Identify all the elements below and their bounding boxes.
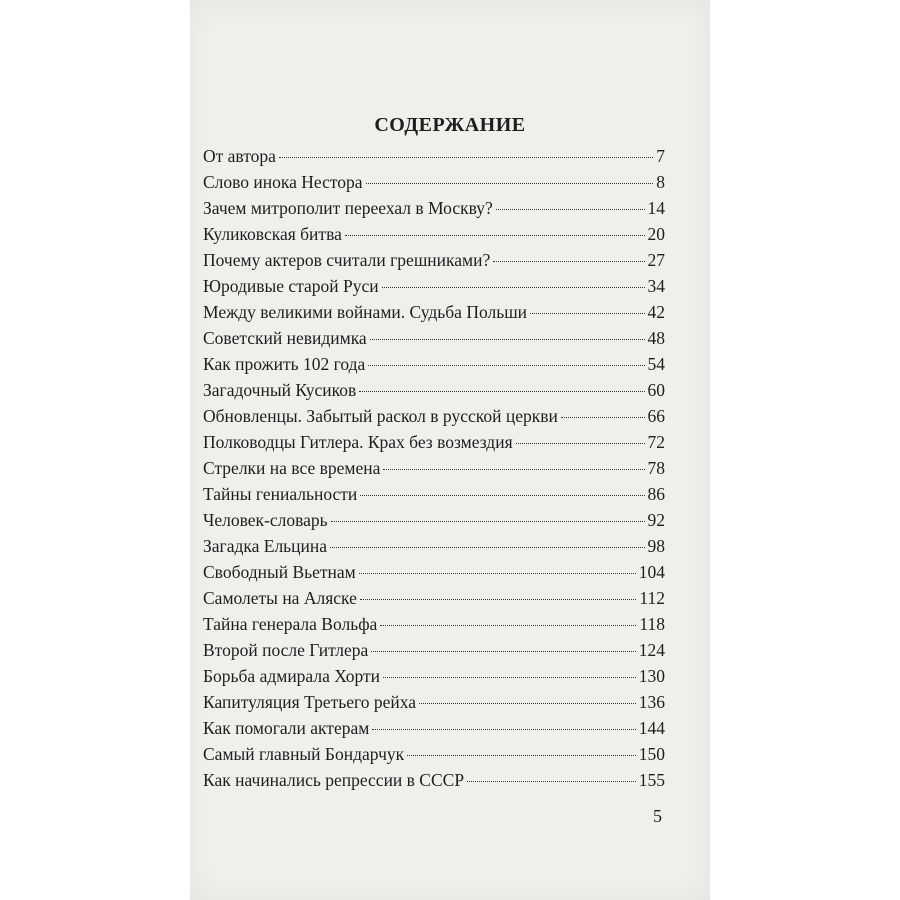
toc-entry-title: Тайны гениальности (203, 484, 358, 504)
toc-entry (203, 377, 665, 403)
dot-leader (383, 677, 636, 678)
dot-leader (279, 157, 653, 158)
toc-entry (203, 533, 665, 559)
toc-entry-page: 34 (647, 276, 665, 296)
dot-leader (360, 495, 644, 496)
dot-leader (380, 625, 636, 626)
toc-entry-page: 42 (647, 302, 665, 322)
dot-leader (419, 703, 636, 704)
dot-leader (370, 339, 645, 340)
dot-leader (407, 755, 636, 756)
dot-leader (561, 417, 645, 418)
toc-entry-title: Загадочный Кусиков (203, 380, 357, 400)
toc-entry-page: 136 (638, 692, 665, 712)
toc-entry (203, 169, 665, 195)
toc-entry-page: 27 (647, 250, 665, 270)
toc-entry (203, 455, 665, 481)
toc-entry-title: Слово инока Нестора (203, 172, 363, 192)
toc-heading: СОДЕРЖАНИЕ (374, 114, 526, 136)
toc-entry-page: 66 (647, 406, 665, 426)
dot-leader (359, 573, 636, 574)
dot-leader (345, 235, 645, 236)
toc-entry (203, 351, 665, 377)
toc-entry-title: Юродивые старой Руси (203, 276, 379, 296)
toc-entry-page: 20 (647, 224, 665, 244)
toc-entry-title: Как прожить 102 года (203, 354, 366, 374)
toc-entry-page: 104 (638, 562, 665, 582)
toc-entry-page: 118 (639, 614, 665, 634)
toc-entry-title: Стрелки на все времена (203, 458, 381, 478)
toc-entry-title: Свободный Вьетнам (203, 562, 356, 582)
toc-entry (203, 429, 665, 455)
toc-entry-title: Человек-словарь (203, 510, 328, 530)
toc-entry-title: Капитуляция Третьего рейха (203, 692, 417, 712)
toc-entry (203, 273, 665, 299)
dot-leader (331, 521, 645, 522)
toc-entry-page: 144 (638, 718, 665, 738)
toc-entry-page: 60 (647, 380, 665, 400)
toc-entry-title: Тайна генерала Вольфа (203, 614, 378, 634)
toc-entry-page: 92 (647, 510, 665, 530)
dot-leader (368, 365, 644, 366)
toc-entry-title: Как начинались репрессии в СССР (203, 770, 465, 790)
dot-leader (530, 313, 644, 314)
toc-entry-title: Куликовская битва (203, 224, 342, 244)
toc-entry (203, 507, 665, 533)
toc-entry (203, 715, 665, 741)
dot-leader (330, 547, 644, 548)
toc-entry-title: Между великими войнами. Судьба Польши (203, 302, 528, 322)
toc-entry (203, 247, 665, 273)
toc-entry-page: 54 (647, 354, 665, 374)
table-of-contents (203, 143, 665, 793)
toc-entry-page: 48 (647, 328, 665, 348)
dot-leader (467, 781, 636, 782)
toc-entry-page: 150 (638, 744, 665, 764)
toc-entry-page: 98 (647, 536, 665, 556)
dot-leader (371, 651, 635, 652)
toc-entry-title: Полководцы Гитлера. Крах без возмездия (203, 432, 513, 452)
book-page (190, 0, 710, 900)
toc-entry-page: 130 (638, 666, 665, 686)
page-number: 5 (653, 806, 662, 826)
toc-entry (203, 767, 665, 793)
dot-leader (496, 209, 645, 210)
toc-entry-title: Зачем митрополит переехал в Москву? (203, 198, 493, 218)
toc-entry (203, 611, 665, 637)
toc-entry-title: Борьба адмирала Хорти (203, 666, 381, 686)
dot-leader (382, 287, 645, 288)
toc-entry-page: 78 (647, 458, 665, 478)
toc-entry (203, 403, 665, 429)
toc-entry-title: Самолеты на Аляске (203, 588, 357, 608)
toc-entry-title: Второй после Гитлера (203, 640, 369, 660)
dot-leader (372, 729, 635, 730)
toc-entry-title: Обновленцы. Забытый раскол в русской церкви (203, 406, 558, 426)
toc-entry (203, 299, 665, 325)
toc-entry (203, 325, 665, 351)
toc-entry (203, 221, 665, 247)
toc-entry (203, 637, 665, 663)
toc-entry-page: 72 (647, 432, 665, 452)
toc-entry-title: Советский невидимка (203, 328, 367, 348)
toc-entry (203, 689, 665, 715)
toc-entry (203, 195, 665, 221)
toc-entry-page: 124 (638, 640, 665, 660)
toc-entry (203, 481, 665, 507)
dot-leader (359, 391, 644, 392)
dot-leader (360, 599, 637, 600)
dot-leader (383, 469, 644, 470)
toc-entry-title: Почему актеров считали грешниками? (203, 250, 491, 270)
toc-entry-page: 112 (639, 588, 665, 608)
toc-entry-title: Как помогали актерам (203, 718, 370, 738)
toc-entry-title: От автора (203, 146, 276, 166)
toc-entry-title: Загадка Ельцина (203, 536, 328, 556)
toc-entry-page: 14 (647, 198, 665, 218)
toc-entry (203, 143, 665, 169)
toc-entry-page: 86 (647, 484, 665, 504)
toc-entry (203, 585, 665, 611)
toc-entry (203, 559, 665, 585)
dot-leader (366, 183, 654, 184)
toc-entry (203, 663, 665, 689)
toc-entry-page: 155 (638, 770, 665, 790)
toc-entry-title: Самый главный Бондарчук (203, 744, 405, 764)
dot-leader (516, 443, 645, 444)
dot-leader (493, 261, 644, 262)
toc-entry-page: 7 (656, 146, 665, 166)
toc-entry (203, 741, 665, 767)
toc-entry-page: 8 (656, 172, 665, 192)
